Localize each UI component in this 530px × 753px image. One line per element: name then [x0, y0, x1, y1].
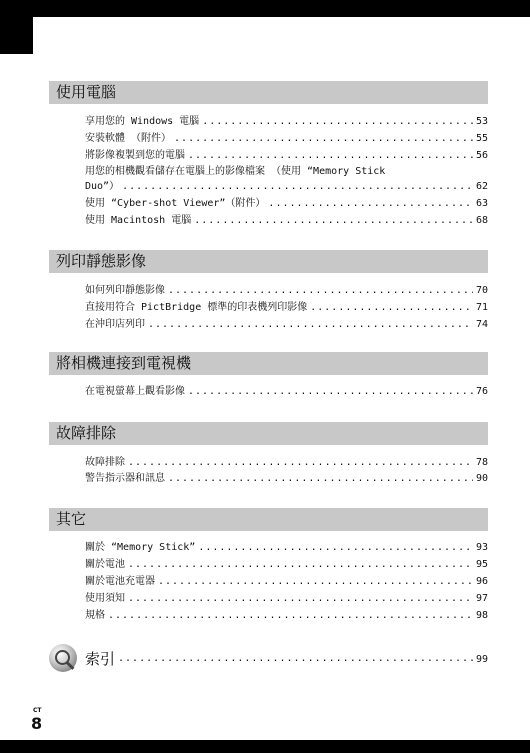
dot-leader	[194, 213, 473, 228]
toc-entry-page: 56	[475, 150, 488, 161]
toc-entry-title: 如何列印靜態影像	[85, 285, 165, 296]
dot-leader	[148, 317, 473, 332]
top-black-bar	[0, 0, 530, 17]
page-number: 8	[31, 714, 43, 733]
index-entry[interactable]	[85, 649, 488, 669]
toc-entry[interactable]	[85, 114, 488, 129]
dot-leader	[158, 574, 473, 589]
section-header-tv: 將相機連接到電視機	[49, 352, 488, 375]
toc-entry[interactable]	[85, 300, 488, 315]
toc-entry-title-line1[interactable]: 用您的相機觀看儲存在電腦上的影像檔案 （使用 “Memory Stick	[85, 166, 386, 177]
toc-entry-title: 規格	[85, 610, 105, 621]
dot-leader	[188, 384, 473, 399]
toc-entry[interactable]	[85, 540, 488, 555]
toc-entry-title: 故障排除	[85, 457, 125, 468]
toc-entry[interactable]	[85, 179, 488, 194]
toc-entry-page: 76	[475, 386, 488, 397]
toc-entry[interactable]	[85, 574, 488, 589]
toc-entry-page: 95	[475, 559, 488, 570]
dot-leader	[128, 455, 473, 470]
toc-entry[interactable]	[85, 471, 488, 486]
section-header-using-computer: 使用電腦	[49, 81, 488, 104]
dot-leader	[310, 300, 473, 315]
toc-entry[interactable]	[85, 148, 488, 163]
dot-leader	[128, 591, 473, 606]
toc-entry[interactable]	[85, 131, 488, 146]
toc-entry-page: 78	[475, 457, 488, 468]
toc-entry-page: 53	[475, 116, 488, 127]
toc-entry-title: 享用您的 Windows 電腦	[85, 116, 200, 127]
toc-entry-page: 68	[475, 215, 488, 226]
toc-entry-page: 96	[475, 576, 488, 587]
toc-entry[interactable]	[85, 317, 488, 332]
dot-leader	[188, 148, 473, 163]
dot-leader	[268, 196, 473, 211]
index-title: 索引	[85, 650, 116, 668]
section-header-others: 其它	[49, 508, 488, 531]
dot-leader	[174, 131, 473, 146]
toc-entry-page: 93	[475, 542, 488, 553]
toc-entry[interactable]	[85, 213, 488, 228]
toc-entry-title: 使用須知	[85, 593, 125, 604]
toc-entry-title: 安裝軟體 （附件）	[85, 133, 172, 144]
toc-entry[interactable]	[85, 455, 488, 470]
dot-leader	[108, 608, 473, 623]
toc-entry-title: 警告指示器和訊息	[85, 473, 165, 484]
toc-entry-page: 74	[475, 319, 488, 330]
toc-entry-page: 97	[475, 593, 488, 604]
toc-entry[interactable]	[85, 608, 488, 623]
toc-entry-page: 90	[475, 473, 488, 484]
toc-entry[interactable]	[85, 283, 488, 298]
dot-leader	[168, 471, 473, 486]
section-header-printing: 列印靜態影像	[49, 250, 488, 273]
toc-entry-title: 關於 “Memory Stick”	[85, 542, 196, 553]
toc-entry-title: 關於電池充電器	[85, 576, 155, 587]
dot-leader	[118, 651, 473, 666]
language-code: CT	[33, 707, 42, 714]
section-header-troubleshooting: 故障排除	[49, 422, 488, 445]
bottom-black-bar	[0, 740, 530, 753]
dot-leader	[122, 179, 473, 194]
dot-leader	[202, 114, 473, 129]
toc-entry-page: 98	[475, 610, 488, 621]
toc-entry[interactable]	[85, 557, 488, 572]
toc-entry-title: 在電視螢幕上觀看影像	[85, 386, 185, 397]
dot-leader	[198, 540, 473, 555]
toc-entry-title: 使用 Macintosh 電腦	[85, 215, 192, 226]
toc-entry-page: 62	[475, 181, 488, 192]
toc-entry-title: 使用 “Cyber-shot Viewer”（附件）	[85, 198, 266, 209]
toc-entry-title: Duo”）	[85, 181, 120, 192]
dot-leader	[128, 557, 473, 572]
toc-entry-page: 55	[475, 133, 488, 144]
toc-entry-page: 71	[475, 302, 488, 313]
toc-entry-title: 將影像複製到您的電腦	[85, 150, 185, 161]
dot-leader	[168, 283, 473, 298]
toc-entry-page: 63	[475, 198, 488, 209]
toc-entry[interactable]	[85, 196, 488, 211]
corner-tab	[0, 0, 33, 54]
toc-entry[interactable]	[85, 384, 488, 399]
toc-entry-title: 在沖印店列印	[85, 319, 145, 330]
toc-entry[interactable]	[85, 591, 488, 606]
index-page: 99	[475, 654, 488, 665]
toc-entry-title: 直接用符合 PictBridge 標準的印表機列印影像	[85, 302, 308, 313]
toc-entry-page: 70	[475, 285, 488, 296]
toc-entry-title: 關於電池	[85, 559, 125, 570]
